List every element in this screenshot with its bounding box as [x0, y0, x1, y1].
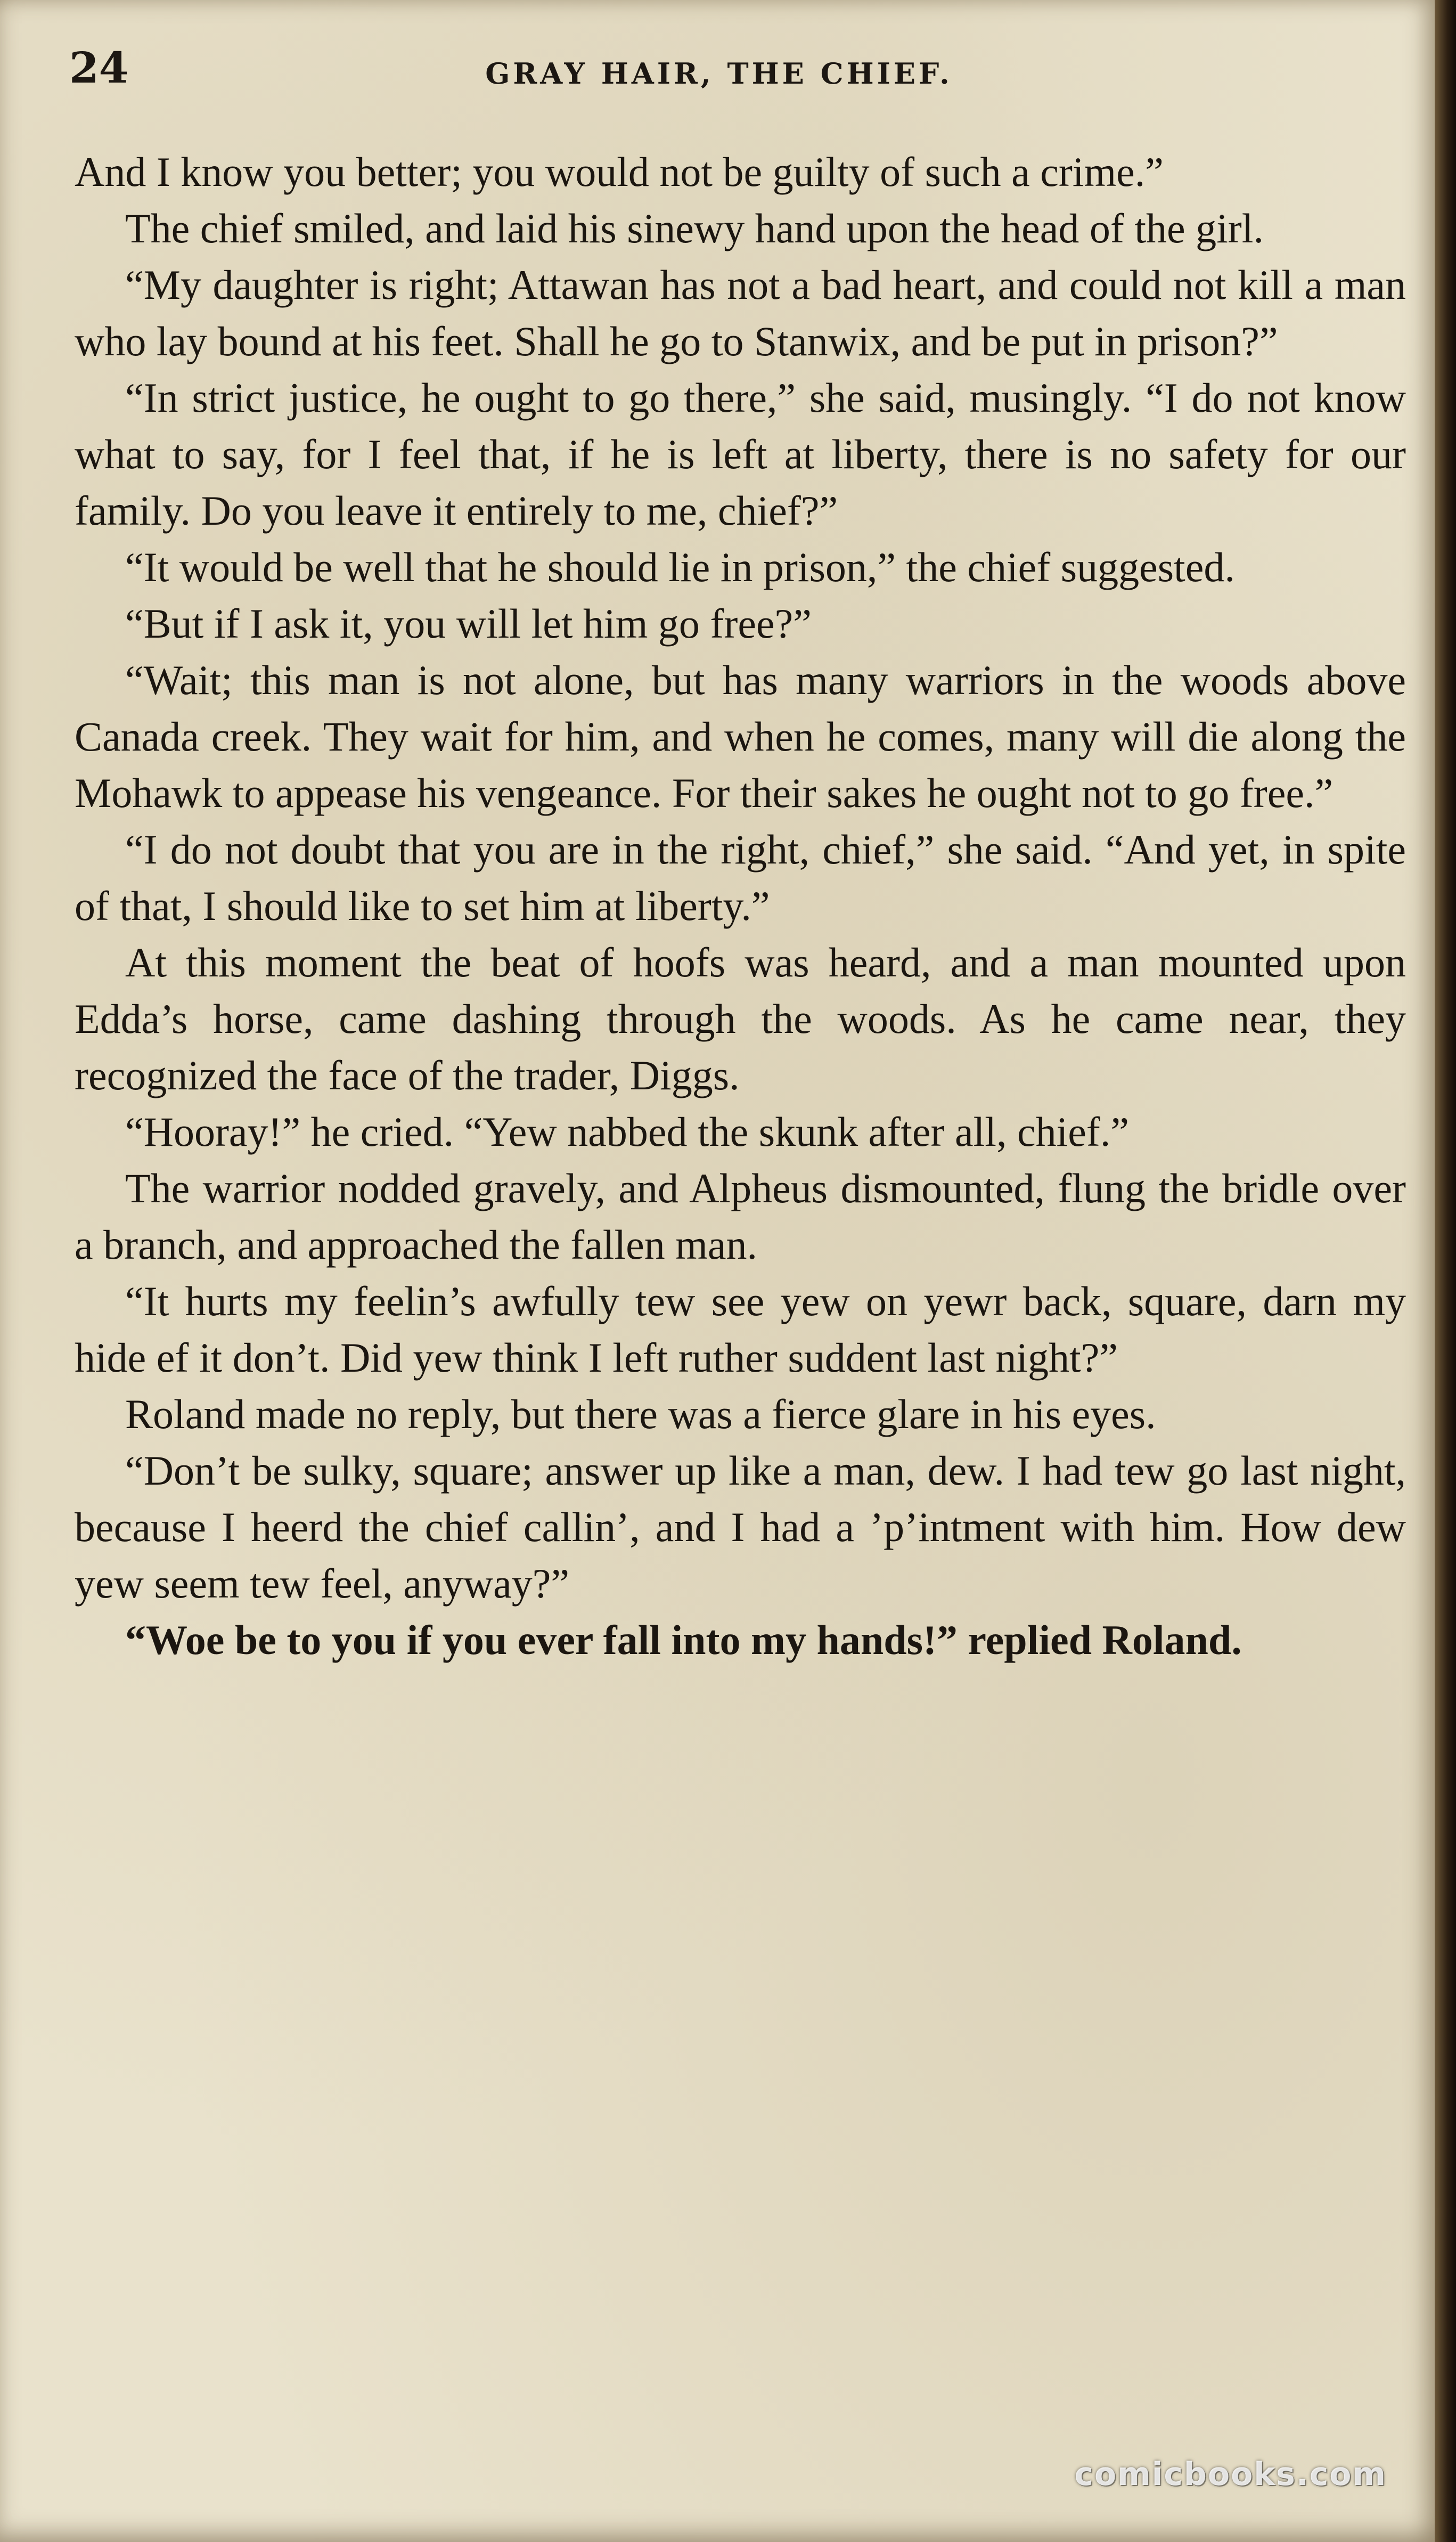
page-number: 24: [69, 43, 129, 93]
book-spine-edge: [1435, 0, 1456, 2542]
paragraph: “Wait; this man is not alone, but has many warriors in the woods above Canada creek. They wait for him, and when he comes, many will die along the Mohawk to appease his vengeance. For their sakes he ought not to go free.”: [75, 657, 1406, 816]
body-text: [75, 144, 1406, 1668]
paragraph: “But if I ask it, you will let him go free?”: [125, 600, 812, 647]
page-header: [0, 32, 1438, 107]
paragraph: And I know you better; you would not be guilty of such a crime.”: [75, 149, 1164, 195]
paragraph: “It hurts my feelin’s awfully tew see yew on yewr back, square, darn my hide ef it don’t. Did yew think I left ruther suddent last night?”: [75, 1278, 1406, 1381]
paragraph: “Don’t be sulky, square; answer up like a man, dew. I had tew go last night, because I heerd the chief callin’, and I had a ’p’intment with him. How dew yew seem tew feel, anyway?”: [75, 1447, 1406, 1607]
paragraph: Roland made no reply, but there was a fierce glare in his eyes.: [125, 1391, 1156, 1437]
paragraph: The warrior nodded gravely, and Alpheus dismounted, flung the bridle over a branch, and approached the fallen man.: [75, 1165, 1406, 1268]
paragraph: At this moment the beat of hoofs was heard, and a man mounted upon Edda’s horse, came dashing through the woods. As he came near, they recognized the face of the trader, Diggs.: [75, 939, 1406, 1098]
paragraph: “Hooray!” he cried. “Yew nabbed the skunk after all, chief.”: [125, 1109, 1129, 1155]
paragraph: “I do not doubt that you are in the right, chief,” she said. “And yet, in spite of that, I should like to set him at liberty.”: [75, 826, 1406, 929]
paragraph: “In strict justice, he ought to go there,” she said, musingly. “I do not know what to say, for I feel that, if he is left at liberty, there is no safety for our family. Do you leave it entirely to me, chief?”: [75, 374, 1406, 534]
paragraph: “Woe be to you if you ever fall into my hands!” replied Roland.: [125, 1617, 1242, 1663]
watermark: comicbooks.com: [1074, 2456, 1387, 2493]
paragraph: The chief smiled, and laid his sinewy hand upon the head of the girl.: [125, 205, 1264, 251]
running-head: GRAY HAIR, THE CHIEF.: [485, 56, 953, 91]
paragraph: “It would be well that he should lie in prison,” the chief suggested.: [125, 544, 1235, 590]
paragraph: “My daughter is right; Attawan has not a bad heart, and could not kill a man who lay bound at his feet. Shall he go to Stanwix, and be put in prison?”: [75, 262, 1406, 364]
